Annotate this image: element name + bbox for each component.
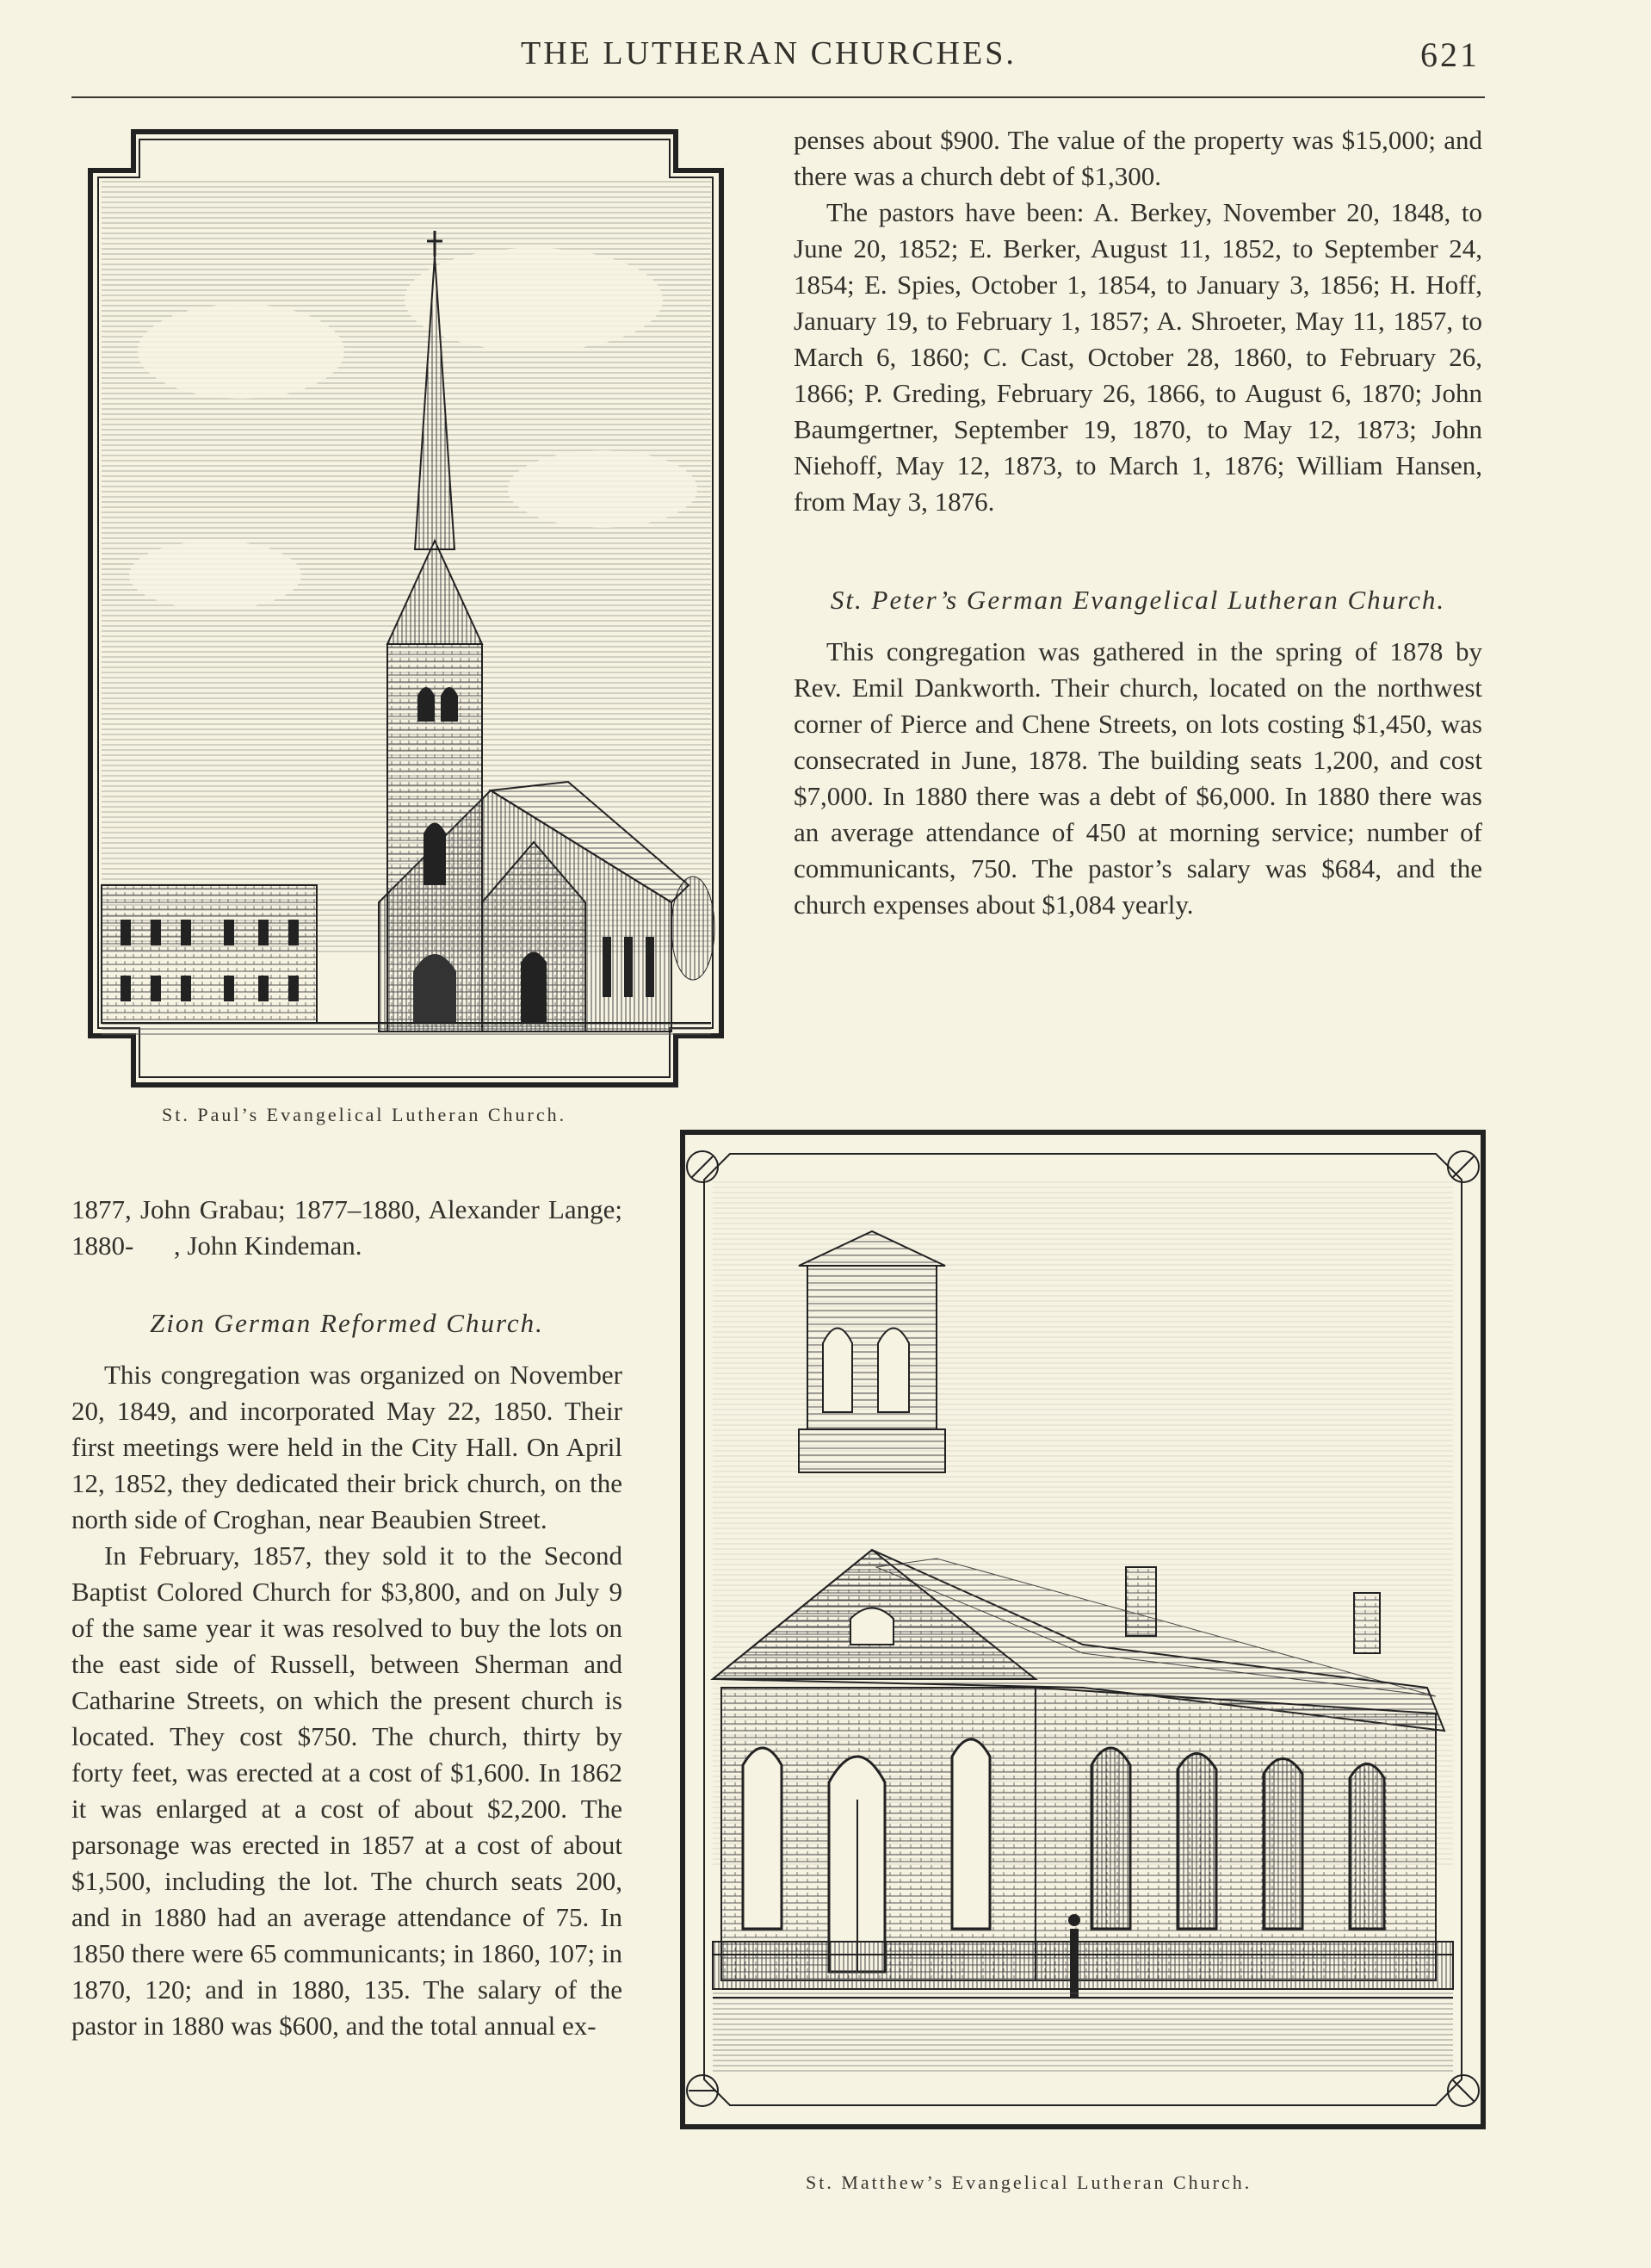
- paragraph-zion-2: In February, 1857, they sold it to the Second Baptist Colored Church for $3,800, and on July 9 of the same year it was resolved to buy the lots on the east side of Russell, between Sherman and Catharine Streets, on which the present church is located. They cost $750. The church, thirty by forty feet, was erected at a cost of $1,600. In 1862 it was enlarged at a cost of about $2,200. The parsonage was erected in 1857 at a cost of about $1,500, including the lot. The church seats 200, and in 1880 had an average attendance of 75. In 1850 there were 65 communicants; in 1860, 107; in 1870, 120; and in 1880, 135. The salary of the pastor in 1880 was $600, and the total annual ex-: [71, 1540, 622, 2041]
- st-matthew-caption: St. Matthew’s Evangelical Lutheran Church.: [806, 2172, 1252, 2193]
- paragraph-pastors: The pastors have been: A. Berkey, November 20, 1848, to June 20, 1852; E. Berker, August 11, 1852, to September 24, 1854; E. Spies, October 1, 1854, to January 3, 1856; H. Hoff, January 19, to February 1, 1857; A. Shroeter, May 11, 1857, to March 6, 1860; C. Cast, October 28, 1860, to February 26, 1866; P. Greding, February 26, 1866, to August 6, 1870; John Baumgertner, September 19, 1870, to May 12, 1873; John Niehoff, May 12, 1873, to March 1, 1876; William Hansen, from May 3, 1876.: [794, 197, 1482, 517]
- paragraph-expenses: penses about $900. The value of the property was $15,000; and there was a church debt of $1,300.: [794, 125, 1482, 191]
- left-column: [71, 1192, 629, 2044]
- running-title: THE LUTHERAN CHURCHES.: [521, 35, 1017, 71]
- page-header: [0, 34, 1651, 103]
- paragraph-zion-1: This congregation was organized on November 20, 1849, and incorporated May 22, 1850. Their first meetings were held in the City Hall. On April 12, 1852, they dedicated their brick church, on the north side of Croghan, near Beaubien Street.: [71, 1360, 622, 1534]
- section-title-zion: Zion German Reformed Church.: [150, 1308, 544, 1338]
- st-paul-caption: St. Paul’s Evangelical Lutheran Church.: [162, 1104, 567, 1125]
- section-title-st-peter: St. Peter’s German Evangelical Lutheran Church.: [830, 585, 1446, 615]
- st-matthew-illustration: [678, 1128, 1487, 2131]
- header-rule: [71, 96, 1485, 98]
- page-number: 621: [1420, 35, 1480, 74]
- st-paul-church-engraving: [86, 127, 727, 1092]
- st-paul-illustration: [86, 127, 727, 1092]
- right-column: [794, 122, 1482, 923]
- st-matthew-church-engraving: [678, 1128, 1487, 2131]
- paragraph-st-peter: This congregation was gathered in the spring of 1878 by Rev. Emil Dankworth. Their church, located on the northwest corner of Pierce and Chene Streets, on lots costing $1,450, was consecrated in June, 1878. The building seats 1,200, and cost $7,000. In 1880 there was a debt of $6,000. In 1880 there was an average attendance of 450 at morning service; number of communicants, 750. The pastor’s salary was $684, and the church expenses about $1,084 yearly.: [794, 636, 1482, 920]
- paragraph-kindeman: 1877, John Grabau; 1877–1880, Alexander Lange; 1880- , John Kindeman.: [71, 1194, 629, 1261]
